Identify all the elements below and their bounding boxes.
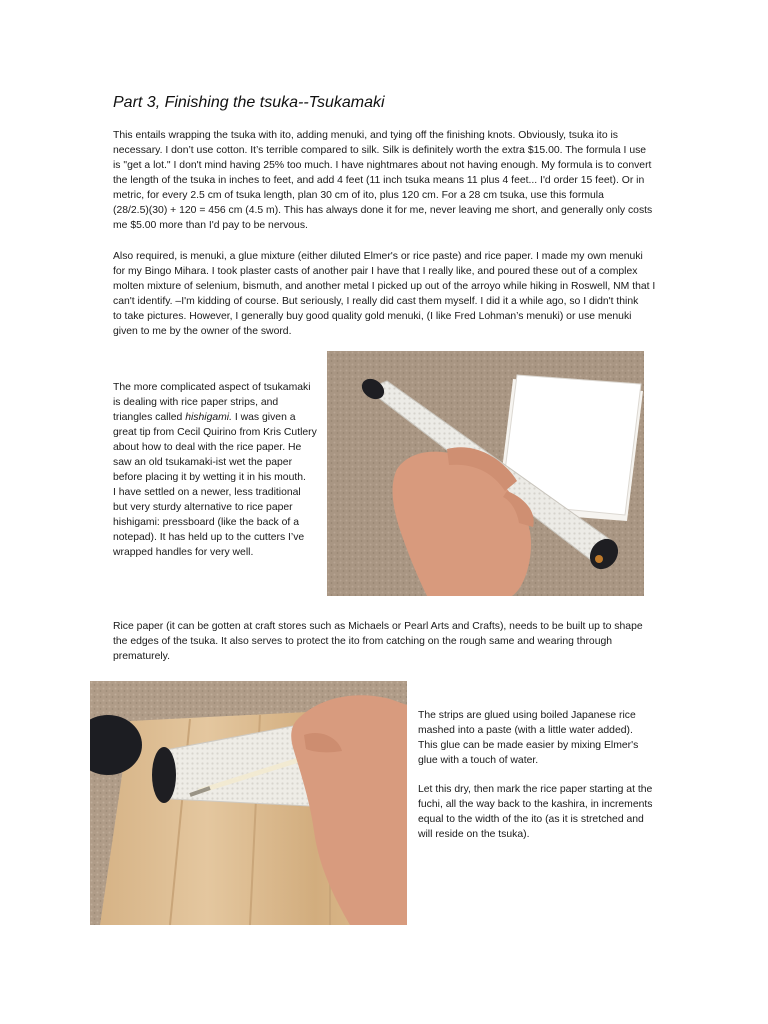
text-line: can't identify. –I'm kidding of course. But seriously, I really did cast them myself. I did it a while ago, so I didn't think [113, 296, 639, 307]
text-line: Rice paper (it can be gotten at craft stores such as Michaels or Pearl Arts and Crafts), needs to be built up to shape [113, 621, 643, 632]
text-line: This entails wrapping the tsuka with ito, adding menuki, and tying off the finishing knots. Obviously, tsuka ito is [113, 130, 618, 141]
text-line: but very sturdy alternative to rice paper [113, 502, 293, 513]
text-line: the length of the tsuka in inches to feet, and add 4 feet (11 inch tsuka means 11 plus 4 feet... I'd order 15 feet). Or in [113, 175, 645, 186]
text-line: saw an old tsukamaki-ist wet the paper [113, 457, 293, 468]
text-line: necessary. I don’t use cotton. It’s terrible compared to silk. Silk is definitely worth the extra $15.00. The formula I use [113, 145, 647, 156]
text-line: molten mixture of selenium, bismuth, and another metal I picked up out of the arroyo while hiking in Roswell, NM that I [113, 281, 656, 292]
text-line: the edges of the tsuka. It also serves to protect the ito from catching on the rough same and wearing through [113, 636, 613, 647]
photo-hand-holding-tsuka-image [327, 351, 644, 596]
text-line [113, 410, 317, 425]
paragraph-menuki [113, 249, 655, 339]
photo-gluing-rice-paper-image [90, 681, 407, 925]
text-line: fuchi, all the way back to the kashira, in increments [418, 799, 653, 810]
text-line: given to me by the owner of the sword. [113, 326, 292, 337]
text-line: me $5.00 more than I'd pay to be nervous. [113, 220, 308, 231]
paragraph-marking [418, 782, 652, 842]
text-line: metric, for every 2.5 cm of tsuka length, plan 30 cm of ito, plus 120 cm. For a 28 cm tsuka, use this formula [113, 190, 604, 201]
text-line: This glue can be made easier by mixing Elmer's [418, 740, 639, 751]
text-line: about how to deal with the rice paper. He [113, 442, 302, 453]
photo-gluing-rice-paper [90, 681, 407, 925]
text-line: notepad). It has held up to the cutters I’ve [113, 532, 305, 543]
text-line: is "get a lot." I don't mind having 25% too much. I have nightmares about not having enough. My formula is to convert [113, 160, 652, 171]
text-line: is dealing with rice paper strips, and [113, 397, 279, 408]
text-line: I have settled on a newer, less traditional [113, 487, 301, 498]
page-title: Part 3, Finishing the tsuka--Tsukamaki [113, 94, 385, 111]
text-line: before placing it by wetting it in his mouth. [113, 472, 306, 483]
text-line: (28/2.5)(30) + 120 = 456 cm (4.5 m). This has always done it for me, never leaving me short, and generally only costs [113, 205, 653, 216]
paragraph-glue [418, 708, 638, 768]
italic-term: hishigami. [185, 412, 232, 423]
text-line: Let this dry, then mark the rice paper starting at the [418, 784, 653, 795]
text-line: wrapped handles for very well. [113, 547, 254, 558]
text-line: The more complicated aspect of tsukamaki [113, 382, 311, 393]
paragraph-hishigami [113, 380, 317, 560]
text-line: will reside on the tsuka). [418, 829, 530, 840]
text-line: hishigami: pressboard (like the back of a [113, 517, 299, 528]
text-line: Also required, is menuki, a glue mixture (either diluted Elmer's or rice paste) and rice paper. I made my own menuki [113, 251, 643, 262]
text-line: prematurely. [113, 651, 170, 662]
text-line: glue with a touch of water. [418, 755, 539, 766]
text-line: The strips are glued using boiled Japanese rice [418, 710, 636, 721]
photo-hand-holding-tsuka [327, 351, 644, 596]
text-line: equal to the width of the ito (as it is stretched and [418, 814, 644, 825]
paragraph-ito-formula [113, 128, 652, 233]
text-line: mashed into a paste (with a little water added). [418, 725, 633, 736]
text-line: to take pictures. However, I generally buy good quality gold menuki, (I like Fred Lohman’s menuki) or use menuki [113, 311, 632, 322]
text-line: for my Bingo Mihara. I took plaster casts of another pair I have that I really like, and poured these out of a complex [113, 266, 638, 277]
text-line: great tip from Cecil Quirino from Kris Cutlery [113, 427, 317, 438]
text-run: triangles called [113, 412, 186, 423]
text-run: I was given a [231, 412, 296, 423]
paragraph-rice-paper [113, 619, 643, 664]
